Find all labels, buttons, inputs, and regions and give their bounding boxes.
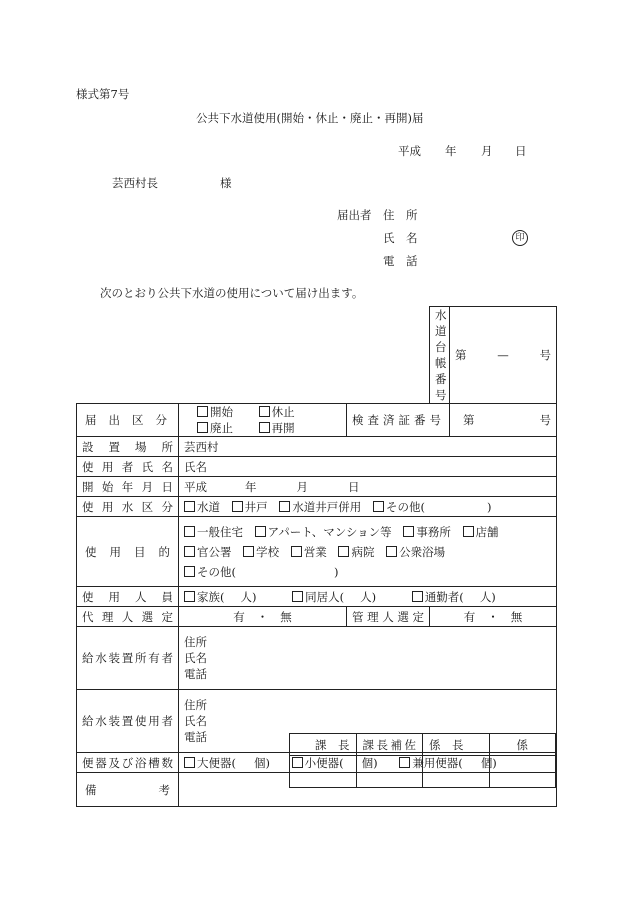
toilets-large[interactable]: 大便器( 個) bbox=[184, 756, 270, 770]
water-option-well[interactable]: 井戸 bbox=[232, 500, 268, 514]
ledger-number-field[interactable] bbox=[450, 307, 557, 404]
stamp-chief-label: 課 長 bbox=[290, 734, 357, 756]
water-type-label: 使用水区分 bbox=[77, 497, 179, 517]
water-user-field[interactable]: 住所 氏名 電話 bbox=[179, 690, 557, 753]
ledger-prefix: 第 bbox=[455, 348, 467, 362]
checkbox-icon bbox=[197, 406, 208, 417]
category-suspend[interactable]: 休止 bbox=[259, 405, 295, 419]
inspection-prefix: 第 bbox=[463, 413, 475, 427]
water-type-options bbox=[179, 497, 557, 517]
checkbox-icon bbox=[243, 546, 254, 557]
toilets-small[interactable]: 小便器( 個) bbox=[292, 756, 378, 770]
purpose-house[interactable]: 一般住宅 bbox=[184, 525, 243, 539]
persons-family[interactable]: 家族( 人) bbox=[184, 590, 257, 604]
stamp-deputy-label: 課長補佐 bbox=[356, 734, 423, 756]
checkbox-icon bbox=[403, 526, 414, 537]
checkbox-icon bbox=[259, 406, 270, 417]
purpose-other[interactable]: その他( ) bbox=[184, 565, 339, 579]
applicant-address-label: 住 所 bbox=[383, 208, 418, 222]
checkbox-icon bbox=[197, 422, 208, 433]
manager-label: 管理人選定 bbox=[347, 607, 430, 627]
start-date-label: 開始年月日 bbox=[77, 477, 179, 497]
location-label: 設置場所 bbox=[77, 437, 179, 457]
checkbox-icon bbox=[184, 526, 195, 537]
purpose-hospital[interactable]: 病院 bbox=[338, 545, 374, 559]
owner-field[interactable]: 住所 氏名 電話 bbox=[179, 627, 557, 690]
checkbox-icon bbox=[292, 591, 303, 602]
agent-label: 代理人選定 bbox=[77, 607, 179, 627]
purpose-options bbox=[179, 517, 557, 587]
persons-cohabitant[interactable]: 同居人( 人) bbox=[292, 590, 376, 604]
stamp-deputy-box[interactable] bbox=[356, 756, 423, 788]
purpose-business[interactable]: 営業 bbox=[291, 545, 327, 559]
approval-stamp-table bbox=[289, 733, 556, 788]
water-option-tap[interactable]: 水道 bbox=[184, 500, 220, 514]
water-user-label: 給水装置使用者 bbox=[77, 690, 179, 753]
addressee-name: 芸西村長 bbox=[112, 176, 158, 190]
checkbox-icon bbox=[291, 546, 302, 557]
checkbox-icon bbox=[412, 591, 423, 602]
stamp-section-label: 係 長 bbox=[423, 734, 490, 756]
checkbox-icon bbox=[255, 526, 266, 537]
ledger-number-label: 水道台帳番号 bbox=[430, 307, 450, 404]
intro-text: 次のとおり公共下水道の使用について届け出ます。 bbox=[100, 286, 364, 300]
purpose-bathhouse[interactable]: 公衆浴場 bbox=[386, 545, 445, 559]
checkbox-icon bbox=[232, 501, 243, 512]
purpose-office[interactable]: 事務所 bbox=[403, 525, 451, 539]
inspection-field[interactable] bbox=[450, 404, 557, 437]
ledger-dash: — bbox=[497, 348, 509, 362]
water-option-both[interactable]: 水道井戸併用 bbox=[279, 500, 361, 514]
date-year: 年 bbox=[445, 144, 457, 158]
checkbox-icon bbox=[184, 501, 195, 512]
applicant-phone-label: 電 話 bbox=[383, 254, 418, 268]
checkbox-icon bbox=[184, 546, 195, 557]
seal-icon: 印 bbox=[512, 230, 528, 246]
applicant-name-label: 氏 名 bbox=[383, 231, 418, 245]
toilets-shared[interactable]: 兼用便器( 個) bbox=[399, 756, 497, 770]
start-date-field[interactable]: 平成 年 月 日 bbox=[179, 477, 557, 497]
stamp-staff-label: 係 bbox=[489, 734, 556, 756]
checkbox-icon bbox=[386, 546, 397, 557]
checkbox-icon bbox=[463, 526, 474, 537]
checkbox-icon bbox=[184, 566, 195, 577]
category-label: 届出区分 bbox=[77, 404, 179, 437]
checkbox-icon bbox=[279, 501, 290, 512]
category-options bbox=[179, 404, 347, 437]
persons-options bbox=[179, 587, 557, 607]
purpose-school[interactable]: 学校 bbox=[243, 545, 279, 559]
date-era: 平成 bbox=[398, 144, 421, 158]
checkbox-icon bbox=[373, 501, 384, 512]
persons-commuter[interactable]: 通勤者( 人) bbox=[412, 590, 496, 604]
category-abolish[interactable]: 廃止 bbox=[197, 421, 233, 435]
category-resume[interactable]: 再開 bbox=[259, 421, 295, 435]
stamp-staff-box[interactable] bbox=[489, 756, 556, 788]
water-option-other[interactable]: その他( ) bbox=[373, 500, 492, 514]
location-field[interactable]: 芸西村 bbox=[179, 437, 557, 457]
remarks-label: 備考 bbox=[77, 773, 179, 807]
inspection-suffix: 号 bbox=[539, 413, 551, 427]
purpose-label: 使用目的 bbox=[77, 517, 179, 587]
inspection-label: 検査済証番号 bbox=[347, 404, 450, 437]
purpose-government[interactable]: 官公署 bbox=[184, 545, 232, 559]
user-name-field[interactable]: 氏名 bbox=[179, 457, 557, 477]
manager-choice[interactable]: 有 ・ 無 bbox=[430, 607, 557, 627]
owner-label: 給水装置所有者 bbox=[77, 627, 179, 690]
form-number: 様式第7号 bbox=[76, 87, 130, 101]
checkbox-icon bbox=[184, 757, 195, 768]
toilets-label: 便器及び浴槽数 bbox=[77, 753, 179, 773]
date-month: 月 bbox=[481, 144, 493, 158]
purpose-apartment[interactable]: アパート、マンション等 bbox=[255, 525, 392, 539]
ledger-suffix: 号 bbox=[539, 348, 551, 362]
addressee-honorific: 様 bbox=[220, 176, 232, 190]
user-name-label: 使用者氏名 bbox=[77, 457, 179, 477]
form-title: 公共下水道使用(開始・休止・廃止・再開)届 bbox=[196, 111, 424, 125]
agent-choice[interactable]: 有 ・ 無 bbox=[179, 607, 347, 627]
application-table bbox=[76, 306, 557, 807]
checkbox-icon bbox=[259, 422, 270, 433]
checkbox-icon bbox=[338, 546, 349, 557]
category-start[interactable]: 開始 bbox=[197, 405, 233, 419]
applicant-label: 届出者 bbox=[337, 208, 372, 222]
checkbox-icon bbox=[184, 591, 195, 602]
purpose-shop[interactable]: 店舗 bbox=[463, 525, 499, 539]
stamp-section-box[interactable] bbox=[423, 756, 490, 788]
persons-label: 使用人員 bbox=[77, 587, 179, 607]
stamp-chief-box[interactable] bbox=[290, 756, 357, 788]
date-day: 日 bbox=[515, 144, 527, 158]
